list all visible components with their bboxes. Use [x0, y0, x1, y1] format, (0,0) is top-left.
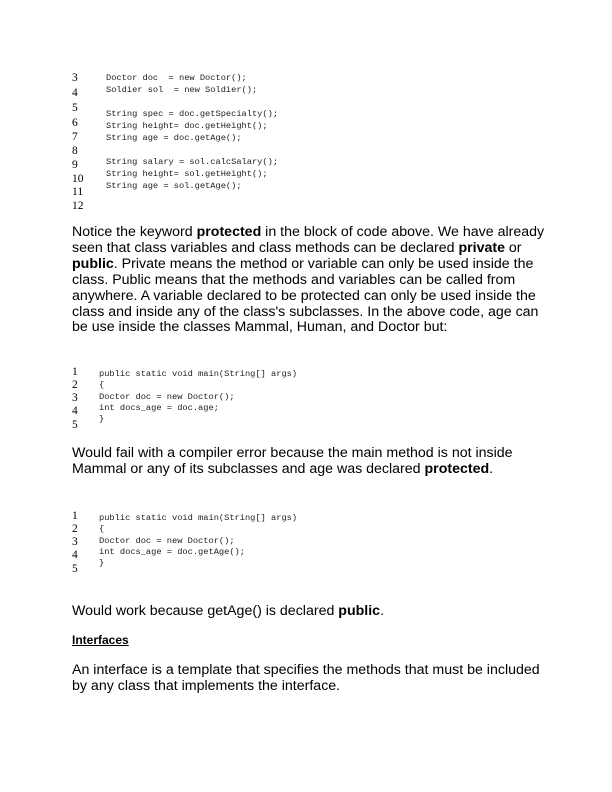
section-heading-interfaces: Interfaces — [72, 633, 129, 647]
code-line: public static void main(String[] args) — [99, 513, 298, 523]
line-number: 1 — [72, 510, 78, 522]
keyword-protected: protected — [424, 460, 490, 477]
line-number: 5 — [72, 563, 78, 575]
code-line: } — [99, 558, 105, 568]
line-number: 7 — [72, 131, 78, 143]
code-line: String age = sol.getAge(); — [106, 181, 242, 191]
keyword-public: public — [72, 255, 114, 272]
line-number: 2 — [72, 379, 78, 391]
line-number: 8 — [72, 145, 78, 157]
code-line: public static void main(String[] args) — [99, 369, 298, 379]
line-number: 2 — [72, 523, 78, 535]
code-line: Doctor doc = new Doctor(); — [99, 392, 235, 402]
paragraph-protected-explanation: Notice the keyword protected in the block of code above. We have already seen that class variables and class methods can be declared private or public. Private means the method or variable can only be used inside the class. Public means that the methods and variables can be called from anywhere. A variable declared to be protected can only be used inside the class and inside any of the class's subclasses. In the above code, age can be use inside the classes Mammal, Human, and Doctor but: — [72, 224, 545, 336]
code-line: Soldier sol = new Soldier(); — [106, 85, 258, 95]
code-line: Doctor doc = new Doctor(); — [106, 73, 247, 83]
paragraph-would-work: Would work because getAge() is declared public. — [72, 603, 385, 619]
keyword-private: private — [458, 239, 505, 256]
line-number: 11 — [72, 186, 84, 198]
line-number: 3 — [72, 536, 78, 548]
line-number: 6 — [72, 117, 78, 129]
line-number: 4 — [72, 405, 78, 417]
line-number: 5 — [72, 419, 78, 431]
line-number: 3 — [72, 72, 78, 84]
line-number: 4 — [72, 549, 78, 561]
paragraph-compiler-error: Would fail with a compiler error because the main method is not inside Mammal or any of its subclasses and age was declared protected. — [72, 445, 513, 477]
code-line: String height= doc.getHeight(); — [106, 121, 268, 131]
code-line: String salary = sol.calcSalary(); — [106, 157, 279, 167]
code-line: String spec = doc.getSpecialty(); — [106, 109, 279, 119]
line-number: 9 — [72, 159, 78, 171]
keyword-public: public — [338, 603, 381, 619]
line-number: 1 — [72, 366, 78, 378]
keyword-protected: protected — [196, 224, 262, 240]
line-number: 10 — [72, 173, 84, 185]
code-line: } — [99, 414, 105, 424]
code-line: Doctor doc = new Doctor(); — [99, 536, 235, 546]
line-number: 3 — [72, 392, 78, 404]
line-number: 5 — [72, 102, 78, 114]
code-line: int docs_age = doc.age; — [99, 403, 219, 413]
code-line: String height= sol.getHeight(); — [106, 169, 268, 179]
code-line: String age = doc.getAge(); — [106, 133, 242, 143]
line-number: 4 — [72, 87, 78, 99]
line-number: 12 — [72, 200, 84, 212]
code-line: { — [99, 524, 105, 534]
paragraph-interface-definition: An interface is a template that specifies the methods that must be included by any class that implements the interface. — [72, 662, 540, 694]
code-line: { — [99, 380, 105, 390]
code-line: int docs_age = doc.getAge(); — [99, 547, 245, 557]
